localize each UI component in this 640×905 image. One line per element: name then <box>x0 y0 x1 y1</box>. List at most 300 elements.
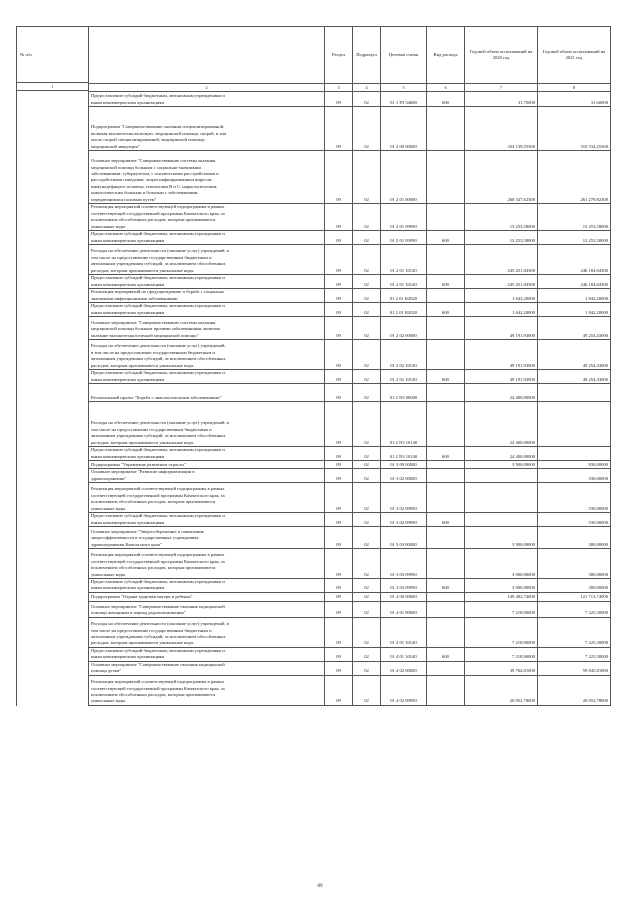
row-target-article: 01 2 02 10140 <box>381 340 427 370</box>
table-row <box>89 340 611 370</box>
row-amount-2020: 7 218,90000 <box>465 617 538 647</box>
row-expense-type <box>427 549 465 579</box>
row-target-article: 01 2 00 00000 <box>381 107 427 151</box>
row-name-line: Основное мероприятие "Энергосбережение и повышение <box>91 528 204 534</box>
row-name-line: энергоэффективности в государственных учреждениях <box>91 535 199 541</box>
row-name-line: здравоохранения Камчатского края" <box>91 541 162 547</box>
colnum-8: 8 <box>538 84 611 92</box>
row-name <box>89 204 325 231</box>
row-target-article: 01 4 00 00000 <box>381 592 427 601</box>
row-amount-2021 <box>538 402 611 447</box>
row-amount-2020: 3 900,00000 <box>465 461 538 469</box>
row-expense-type <box>427 245 465 275</box>
row-name-line: иным некоммерческим организациям <box>91 281 165 287</box>
row-name <box>89 483 325 513</box>
row-name <box>89 617 325 647</box>
row-target-article: 01 3 00 00000 <box>381 461 427 469</box>
row-name-line: расстройствами поведения, лицам инфицированным вирусом <box>91 177 212 183</box>
row-target-article: 01 3 03 00000 <box>381 527 427 549</box>
row-name-line: автономным учреждениям субсидий, за исключением обособленных <box>91 261 226 267</box>
colnum-1: 1 <box>17 83 88 91</box>
row-podrazdel: 02 <box>353 204 381 231</box>
row-amount-2020: 149 482,74000 <box>465 592 538 601</box>
row-expense-type <box>427 527 465 549</box>
row-name-line: Расходы на обеспечение деятельности (оказание услуг) учреждений, в <box>91 248 229 254</box>
row-target-article: 01 2 N3 10140 <box>381 402 427 447</box>
row-expense-type: 600 <box>427 92 465 107</box>
row-expense-type: 600 <box>427 231 465 245</box>
row-amount-2020 <box>465 483 538 513</box>
row-podrazdel: 02 <box>353 513 381 527</box>
table-row <box>89 513 611 527</box>
row-name <box>89 647 325 661</box>
row-name-line: том числе на предоставление государственным бюджетным и <box>91 426 212 432</box>
row-razdel: 09 <box>325 92 353 107</box>
row-name <box>89 447 325 461</box>
header-year-2020: Годовой объем ассигнований на 2020 год <box>465 27 538 84</box>
row-name-line: соответствующей государственной программы Камчатского края, за <box>91 492 225 498</box>
row-name-line: уникальные коды <box>91 223 126 229</box>
row-name-line: Основное мероприятие "Совершенствование оказания медицинской <box>91 662 225 667</box>
row-razdel: 09 <box>325 204 353 231</box>
row-expense-type <box>427 483 465 513</box>
header-target-article: Целевая статья <box>381 27 427 84</box>
row-expense-type <box>427 592 465 601</box>
table-row <box>89 592 611 601</box>
row-name <box>89 107 325 151</box>
row-name <box>89 469 325 483</box>
row-target-article: 01 2 02 00000 <box>381 317 427 340</box>
table-row <box>89 204 611 231</box>
row-razdel: 09 <box>325 647 353 661</box>
row-amount-2020: 20 052,78000 <box>465 675 538 705</box>
row-name-line: соответствующей государственной программы Камчатского края, за <box>91 685 225 691</box>
table-row <box>89 469 611 483</box>
row-name-line: том числе на предоставление государственным бюджетным и <box>91 627 212 633</box>
row-razdel: 09 <box>325 675 353 705</box>
budget-table <box>88 26 611 706</box>
colnum-6: 6 <box>427 84 465 92</box>
row-expense-type: 600 <box>427 370 465 384</box>
table-row <box>89 447 611 461</box>
row-name-line: Расходы на обеспечение деятельности (оказание услуг) учреждений, в <box>91 420 229 426</box>
row-name-line: иным некоммерческим организациям <box>91 99 165 105</box>
row-amount-2020: 13 253,58000 <box>465 231 538 245</box>
row-amount-2020 <box>465 513 538 527</box>
row-name-line: расходов, которым присваиваются уникальные коды <box>91 640 194 646</box>
row-name <box>89 527 325 549</box>
row-razdel: 09 <box>325 549 353 579</box>
row-amount-2020: 13 253,58000 <box>465 204 538 231</box>
row-target-article: 01 2 N3 10140 <box>381 447 427 461</box>
row-name-line: иммунодефицита человека, гепатитами В и С, наркологическим, <box>91 183 218 189</box>
table-row <box>89 151 611 204</box>
row-amount-2020: 1 642,20000 <box>465 289 538 303</box>
table-row <box>89 289 611 303</box>
row-name <box>89 303 325 317</box>
row-razdel: 09 <box>325 592 353 601</box>
row-podrazdel: 02 <box>353 303 381 317</box>
row-expense-type <box>427 384 465 402</box>
row-razdel: 09 <box>325 447 353 461</box>
row-amount-2020: 3 900,00000 <box>465 527 538 549</box>
row-target-article: 01 3 03 09990 <box>381 549 427 579</box>
table-body <box>89 92 611 706</box>
row-podrazdel: 02 <box>353 469 381 483</box>
table-row <box>89 275 611 289</box>
row-name-line: иным некоммерческим организациям <box>91 654 165 660</box>
row-name-line: онкологическим больным и больным с заболеваниями, <box>91 190 199 196</box>
row-razdel: 09 <box>325 617 353 647</box>
row-name-line: иным некоммерческим организациям <box>91 309 165 315</box>
row-name-line: Предоставление субсидий бюджетным, автономным учреждениям и <box>91 231 225 237</box>
row-target-article: 01 2 N3 00000 <box>381 384 427 402</box>
row-amount-2021: 49 254,43000 <box>538 340 611 370</box>
row-podrazdel: 02 <box>353 661 381 675</box>
row-name-line: Предоставление субсидий бюджетным, автономным учреждениям и <box>91 303 225 309</box>
row-razdel: 09 <box>325 340 353 370</box>
row-amount-2021: 530,00000 <box>538 483 611 513</box>
row-name-line: Реализация мероприятий по предупреждению и борьбе с социально <box>91 289 225 295</box>
row-razdel: 09 <box>325 317 353 340</box>
row-target-article: 01 4 01 00000 <box>381 601 427 617</box>
row-razdel: 09 <box>325 402 353 447</box>
row-razdel: 09 <box>325 151 353 204</box>
row-amount-2020: 31,70000 <box>465 92 538 107</box>
row-name <box>89 151 325 204</box>
row-amount-2020 <box>465 469 538 483</box>
table-row <box>89 527 611 549</box>
header-year-2021: Годовой объем ассигнований на 2021 год <box>538 27 611 84</box>
row-podrazdel: 02 <box>353 245 381 275</box>
row-razdel: 09 <box>325 579 353 593</box>
table-row <box>89 317 611 340</box>
table-row <box>89 483 611 513</box>
row-amount-2021: 7 225,30000 <box>538 617 611 647</box>
table-row <box>89 579 611 593</box>
row-amount-2020: 260 347,62300 <box>465 151 538 204</box>
row-name-line: соответствующей государственной программы Камчатского края, за <box>91 210 225 216</box>
row-target-article: 01 2 01 09990 <box>381 231 427 245</box>
row-name-line: числе скорой специализированной, медицинской помощи, <box>91 137 206 143</box>
row-amount-2021: 31,60000 <box>538 92 611 107</box>
table-row <box>89 461 611 469</box>
row-name-line: Подпрограмма "Охрана здоровья матери и ребенка" <box>91 594 193 600</box>
header-podrazdel: Подраздел <box>353 27 381 84</box>
row-amount-2021: 246 184,04300 <box>538 275 611 289</box>
row-name-line: исключением обособленных расходов, которым присваиваются <box>91 692 216 697</box>
row-number-column <box>16 26 88 706</box>
row-amount-2021 <box>538 447 611 461</box>
row-expense-type <box>427 151 465 204</box>
row-name-line: Подпрограмма "Совершенствование оказания специализированной, <box>91 124 225 130</box>
row-name <box>89 231 325 245</box>
row-name-line: том числе на предоставление государственным бюджетным и <box>91 254 212 260</box>
row-amount-2020: 49 191,93000 <box>465 317 538 340</box>
row-amount-2020: 39 764,81000 <box>465 661 538 675</box>
row-name <box>89 461 325 469</box>
row-target-article: 01 4 02 09990 <box>381 675 427 705</box>
row-name-line: включая высокотехнологичную, медицинской помощи, скорой, в том <box>91 130 227 136</box>
row-name-line: автономным учреждениям субсидий, за исключением обособленных <box>91 356 226 362</box>
row-razdel: 09 <box>325 527 353 549</box>
row-target-article: 01 4 02 00000 <box>381 661 427 675</box>
row-name-line: уникальные коды <box>91 571 126 577</box>
row-expense-type: 600 <box>427 447 465 461</box>
row-expense-type <box>427 601 465 617</box>
row-name-line: иным некоммерческим организациям <box>91 519 165 525</box>
row-name-line: исключением обособленных расходов, которым присваиваются <box>91 565 216 571</box>
row-name-line: Реализация мероприятий соответствующей подпрограммы в рамках <box>91 552 225 558</box>
row-name-line: Предоставление субсидий бюджетным, автономным учреждениям и <box>91 447 225 453</box>
row-name-line: уникальные коды <box>91 505 126 511</box>
row-amount-2021: 1 842,20000 <box>538 303 611 317</box>
row-target-article: 01 2 02 10140 <box>381 370 427 384</box>
row-podrazdel: 02 <box>353 107 381 151</box>
row-name-line: Предоставление субсидий бюджетным, автономным учреждениям и <box>91 275 225 281</box>
row-name-line: Региональный проект "Борьба с онкологическими заболеваниями" <box>91 394 222 400</box>
row-podrazdel: 02 <box>353 340 381 370</box>
row-name <box>89 92 325 107</box>
row-podrazdel: 02 <box>353 317 381 340</box>
row-name-line: уникальные коды <box>91 698 126 704</box>
row-name-line: автономным учреждениям субсидий, за исключением обособленных <box>91 433 226 439</box>
row-name <box>89 340 325 370</box>
row-amount-2020: 49 191,93000 <box>465 340 538 370</box>
row-name-line: Реализация мероприятий соответствующей подпрограммы в рамках <box>91 486 225 492</box>
row-podrazdel: 02 <box>353 402 381 447</box>
row-podrazdel: 02 <box>353 579 381 593</box>
header-row-number: № п/п <box>17 27 88 83</box>
row-name-line: здравоохранении" <box>91 475 127 481</box>
row-podrazdel: 02 <box>353 592 381 601</box>
row-name <box>89 513 325 527</box>
row-name-line: иным некоммерческим организациям <box>91 237 165 243</box>
row-amount-2021: 830,00000 <box>538 461 611 469</box>
row-name-line: помощи детям" <box>91 668 122 674</box>
table-row <box>89 370 611 384</box>
row-name <box>89 579 325 593</box>
row-name-line: Основное мероприятие "Совершенствование оказания медицинской <box>91 604 225 609</box>
row-podrazdel: 02 <box>353 384 381 402</box>
row-expense-type: 600 <box>427 303 465 317</box>
row-razdel: 09 <box>325 384 353 402</box>
row-name <box>89 675 325 705</box>
row-podrazdel: 02 <box>353 92 381 107</box>
row-name-line: Предоставление субсидий бюджетным, автономным учреждениям и <box>91 579 225 584</box>
row-name-line: расходов, которым присваиваются уникальные коды <box>91 439 194 445</box>
row-name-line: значимыми инфекционными заболеваниями <box>91 295 178 301</box>
row-name <box>89 384 325 402</box>
row-name-line: помощи женщинам в период родовспоможения" <box>91 610 186 616</box>
row-name <box>89 661 325 675</box>
colnum-4: 4 <box>353 84 381 92</box>
column-number-row <box>89 84 611 92</box>
row-razdel: 09 <box>325 231 353 245</box>
row-podrazdel: 02 <box>353 675 381 705</box>
row-name-line: Предоставление субсидий бюджетным, автономным учреждениям и <box>91 93 225 99</box>
row-expense-type <box>427 461 465 469</box>
row-name-line: заболеваниями: туберкулезом, с психическими расстройствами и <box>91 170 219 176</box>
row-name <box>89 592 325 601</box>
row-podrazdel: 02 <box>353 289 381 303</box>
row-amount-2020: 24 400,00000 <box>465 384 538 402</box>
row-amount-2021: 1 842,20000 <box>538 289 611 303</box>
row-podrazdel: 02 <box>353 527 381 549</box>
header-name <box>89 27 325 84</box>
row-amount-2020: 1 642,20000 <box>465 303 538 317</box>
row-name-line: иным некоммерческим организациям <box>91 453 165 459</box>
row-razdel: 09 <box>325 303 353 317</box>
row-amount-2021 <box>538 384 611 402</box>
row-razdel: 09 <box>325 469 353 483</box>
table-header-row <box>89 27 611 84</box>
table-row <box>89 384 611 402</box>
row-expense-type: 600 <box>427 513 465 527</box>
row-name <box>89 601 325 617</box>
row-razdel: 09 <box>325 601 353 617</box>
row-name <box>89 402 325 447</box>
row-podrazdel: 02 <box>353 601 381 617</box>
row-target-article: 01 2 01 R2020 <box>381 289 427 303</box>
row-name <box>89 370 325 384</box>
row-target-article: 01 3 02 09990 <box>381 513 427 527</box>
row-podrazdel: 02 <box>353 447 381 461</box>
table-row <box>89 601 611 617</box>
row-razdel: 09 <box>325 483 353 513</box>
row-name <box>89 245 325 275</box>
row-amount-2021: 59 845,81000 <box>538 661 611 675</box>
row-expense-type: 600 <box>427 275 465 289</box>
row-expense-type <box>427 107 465 151</box>
row-name-line: автономным учреждениям субсидий, за исключением обособленных <box>91 634 226 639</box>
row-expense-type: 600 <box>427 579 465 593</box>
row-expense-type <box>427 289 465 303</box>
row-name-line: Основное мероприятие "Совершенствование системы оказания <box>91 319 216 325</box>
row-razdel: 09 <box>325 661 353 675</box>
row-name-line: Расходы на обеспечение деятельности (оказание услуг) учреждений, в <box>91 621 229 627</box>
row-expense-type <box>427 317 465 340</box>
row-name-line: передающимися половым путем" <box>91 196 157 202</box>
row-amount-2021: 300,00000 <box>538 549 611 579</box>
row-name-line: Расходы на обеспечение деятельности (оказание услуг) учреждений, <box>91 343 226 349</box>
row-target-article: 01 4 01 10140 <box>381 617 427 647</box>
row-amount-2021: 20 052,78000 <box>538 675 611 705</box>
row-amount-2021: 310 534,25300 <box>538 107 611 151</box>
row-expense-type <box>427 402 465 447</box>
row-name-line: Подпрограмма "Управление развитием отрасли" <box>91 461 186 467</box>
row-amount-2021: 13 253,58000 <box>538 204 611 231</box>
row-name-line: оказание высокотехнологичной медицинской помощи" <box>91 332 199 338</box>
row-amount-2020: 334 139,55300 <box>465 107 538 151</box>
row-amount-2021: 261 279,82300 <box>538 151 611 204</box>
colnum-5: 5 <box>381 84 427 92</box>
row-name-line: Основное мероприятие "Совершенствование системы оказания <box>91 158 216 164</box>
row-name-line: Предоставление субсидий бюджетным, автономным учреждениям и <box>91 513 225 519</box>
colnum-7: 7 <box>465 84 538 92</box>
row-name-line: иным некоммерческим организациям <box>91 585 165 591</box>
table-row <box>89 617 611 647</box>
row-podrazdel: 02 <box>353 617 381 647</box>
row-amount-2020: 245 451,84300 <box>465 275 538 289</box>
row-target-article: 01 3 03 09990 <box>381 579 427 593</box>
row-name <box>89 549 325 579</box>
row-name-line: соответствующей государственной программы Камчатского края, за <box>91 558 225 564</box>
row-podrazdel: 02 <box>353 483 381 513</box>
row-name-line: расходов, которым присваиваются уникальные коды <box>91 362 194 368</box>
row-name-line: Основное мероприятие "Развитие информатизации в <box>91 469 195 475</box>
row-target-article: 01 2 01 09990 <box>381 204 427 231</box>
row-podrazdel: 02 <box>353 461 381 469</box>
row-expense-type <box>427 340 465 370</box>
row-name-line: медицинской помощи больным с социально-значимыми <box>91 164 202 170</box>
row-expense-type: 600 <box>427 647 465 661</box>
row-podrazdel: 02 <box>353 275 381 289</box>
row-amount-2020: 3 900,00000 <box>465 579 538 593</box>
row-target-article: 01 3 02 00000 <box>381 469 427 483</box>
row-target-article: 01 2 01 R2020 <box>381 303 427 317</box>
table-row <box>89 402 611 447</box>
row-amount-2020: 7 218,90000 <box>465 601 538 617</box>
row-amount-2021: 13 253,58000 <box>538 231 611 245</box>
row-razdel: 09 <box>325 513 353 527</box>
row-target-article: 01 2 01 10140 <box>381 245 427 275</box>
table-row <box>89 661 611 675</box>
page-number: 89 <box>317 884 323 889</box>
row-podrazdel: 02 <box>353 549 381 579</box>
table-row <box>89 92 611 107</box>
row-target-article: 01 2 01 10140 <box>381 275 427 289</box>
row-target-article: 01 3 02 09990 <box>381 483 427 513</box>
row-target-article: 01 1 P3 54680 <box>381 92 427 107</box>
row-expense-type <box>427 204 465 231</box>
row-amount-2021: 49 254,43000 <box>538 317 611 340</box>
row-name-line: иным некоммерческим организациям <box>91 376 165 382</box>
table-row <box>89 549 611 579</box>
row-name-line: медицинской помощи больным прочими заболеваниями, включая <box>91 326 220 332</box>
table-row <box>89 647 611 661</box>
header-expense-type: Вид расхода <box>427 27 465 84</box>
row-razdel: 09 <box>325 107 353 151</box>
table-row <box>89 107 611 151</box>
row-amount-2021: 49 254,43000 <box>538 370 611 384</box>
row-target-article: 01 2 01 00000 <box>381 151 427 204</box>
row-name <box>89 289 325 303</box>
row-podrazdel: 02 <box>353 151 381 204</box>
table-row <box>89 675 611 705</box>
row-name-line: медицинской эвакуации" <box>91 143 140 149</box>
row-razdel: 09 <box>325 275 353 289</box>
row-podrazdel: 02 <box>353 370 381 384</box>
row-razdel: 09 <box>325 461 353 469</box>
row-amount-2021: 300,00000 <box>538 579 611 593</box>
row-amount-2020: 245 451,84300 <box>465 245 538 275</box>
row-amount-2020: 7 218,90000 <box>465 647 538 661</box>
table-row <box>89 303 611 317</box>
row-amount-2020: 49 191,93000 <box>465 370 538 384</box>
row-amount-2021: 300,00000 <box>538 527 611 549</box>
row-name-line: расходов, которым присваиваются уникальные коды <box>91 267 194 273</box>
row-podrazdel: 02 <box>353 231 381 245</box>
row-target-article: 01 4 01 10140 <box>381 647 427 661</box>
row-name-line: Предоставление субсидий бюджетным, автономным учреждениям и <box>91 648 225 653</box>
row-amount-2021: 7 225,30000 <box>538 601 611 617</box>
row-amount-2021: 246 184,04300 <box>538 245 611 275</box>
row-expense-type <box>427 617 465 647</box>
row-name-line: Реализация мероприятий соответствующей подпрограммы в рамках <box>91 204 225 210</box>
row-name-line: исключением обособленных расходов, которым присваиваются <box>91 499 216 505</box>
table-row <box>89 231 611 245</box>
